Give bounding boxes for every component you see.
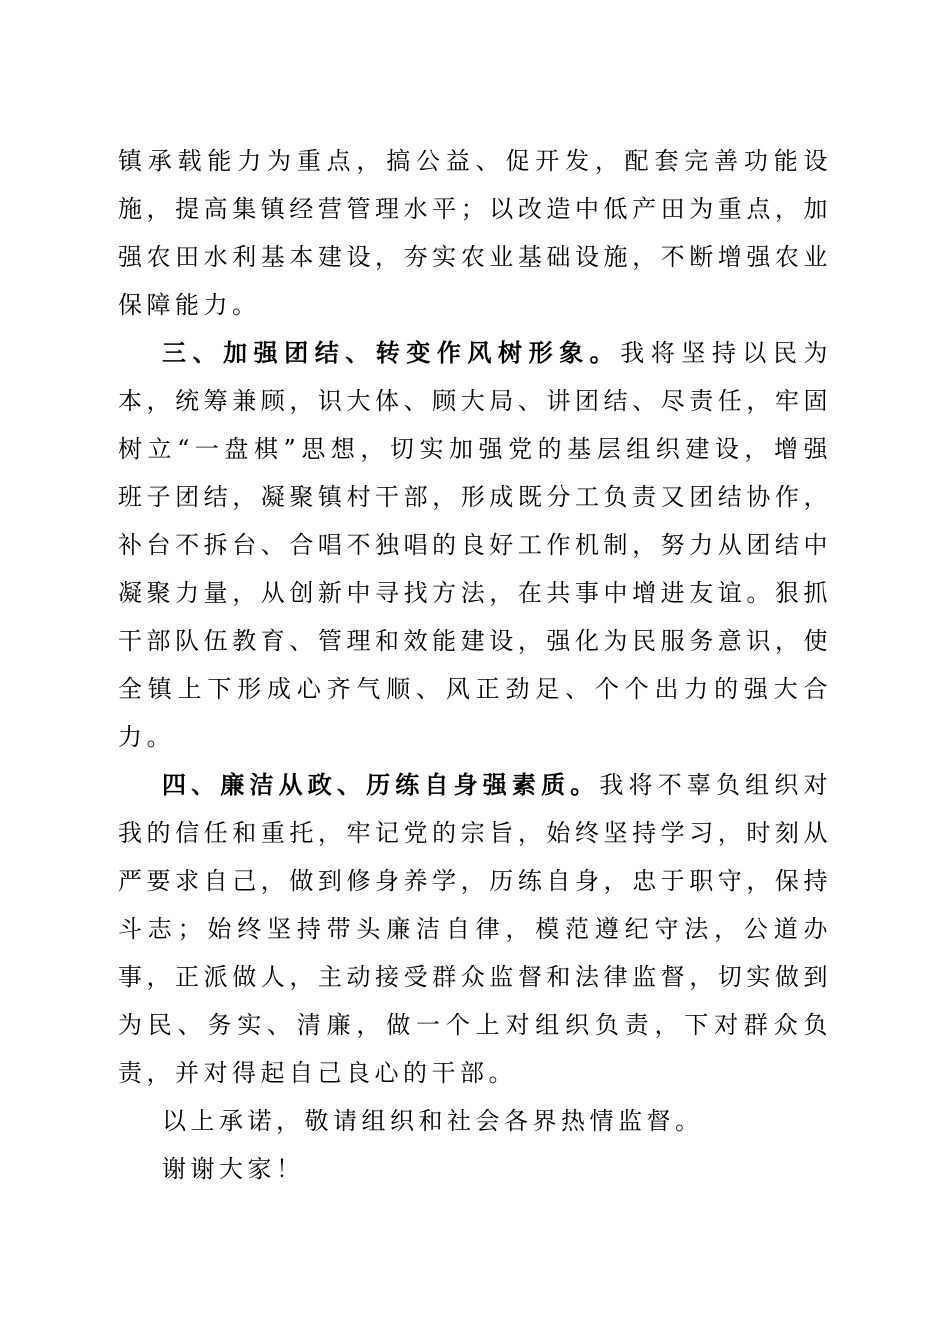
paragraph-continuation <box>118 137 832 329</box>
paragraph-section-four <box>118 761 832 1097</box>
paragraph-body: 谢谢大家！ <box>162 1155 305 1183</box>
paragraph-body: 镇承载能力为重点，搞公益、促开发，配套完善功能设施，提高集镇经营管理水平；以改造中低产田为重点，加强农田水利基本建设，夯实农业基础设施，不断增强农业保障能力。 <box>118 147 832 319</box>
section-heading: 三、加强团结、转变作风树形象。 <box>162 339 621 367</box>
paragraph-section-three <box>118 329 832 761</box>
document-page <box>118 137 832 1193</box>
section-heading: 四、廉洁从政、历练自身强素质。 <box>162 771 600 799</box>
paragraph-closing-pledge <box>118 1097 832 1145</box>
paragraph-body: 以上承诺，敬请组织和社会各界热情监督。 <box>162 1107 704 1135</box>
paragraph-thanks <box>118 1145 832 1193</box>
paragraph-body: 我将不辜负组织对我的信任和重托，牢记党的宗旨，始终坚持学习，时刻从严要求自己，做到修身养学，历练自身，忠于职守，保持斗志；始终坚持带头廉洁自律，模范遵纪守法，公道办事，正派做人，主动接受群众监督和法律监督，切实做到为民、务实、清廉，做一个上对组织负责，下对群众负责，并对得起自己良心的干部。 <box>118 771 833 1087</box>
paragraph-body: 我将坚持以民为本，统筹兼顾，识大体、顾大局、讲团结、尽责任，牢固树立“一盘棋”思想，切实加强党的基层组织建设，增强班子团结，凝聚镇村干部，形成既分工负责又团结协作，补台不拆台、合唱不独唱的良好工作机制，努力从团结中凝聚力量，从创新中寻找方法，在共事中增进友谊。狠抓干部队伍教育、管理和效能建设，强化为民服务意识，使全镇上下形成心齐气顺、风正劲足、个个出力的强大合力。 <box>118 339 833 751</box>
